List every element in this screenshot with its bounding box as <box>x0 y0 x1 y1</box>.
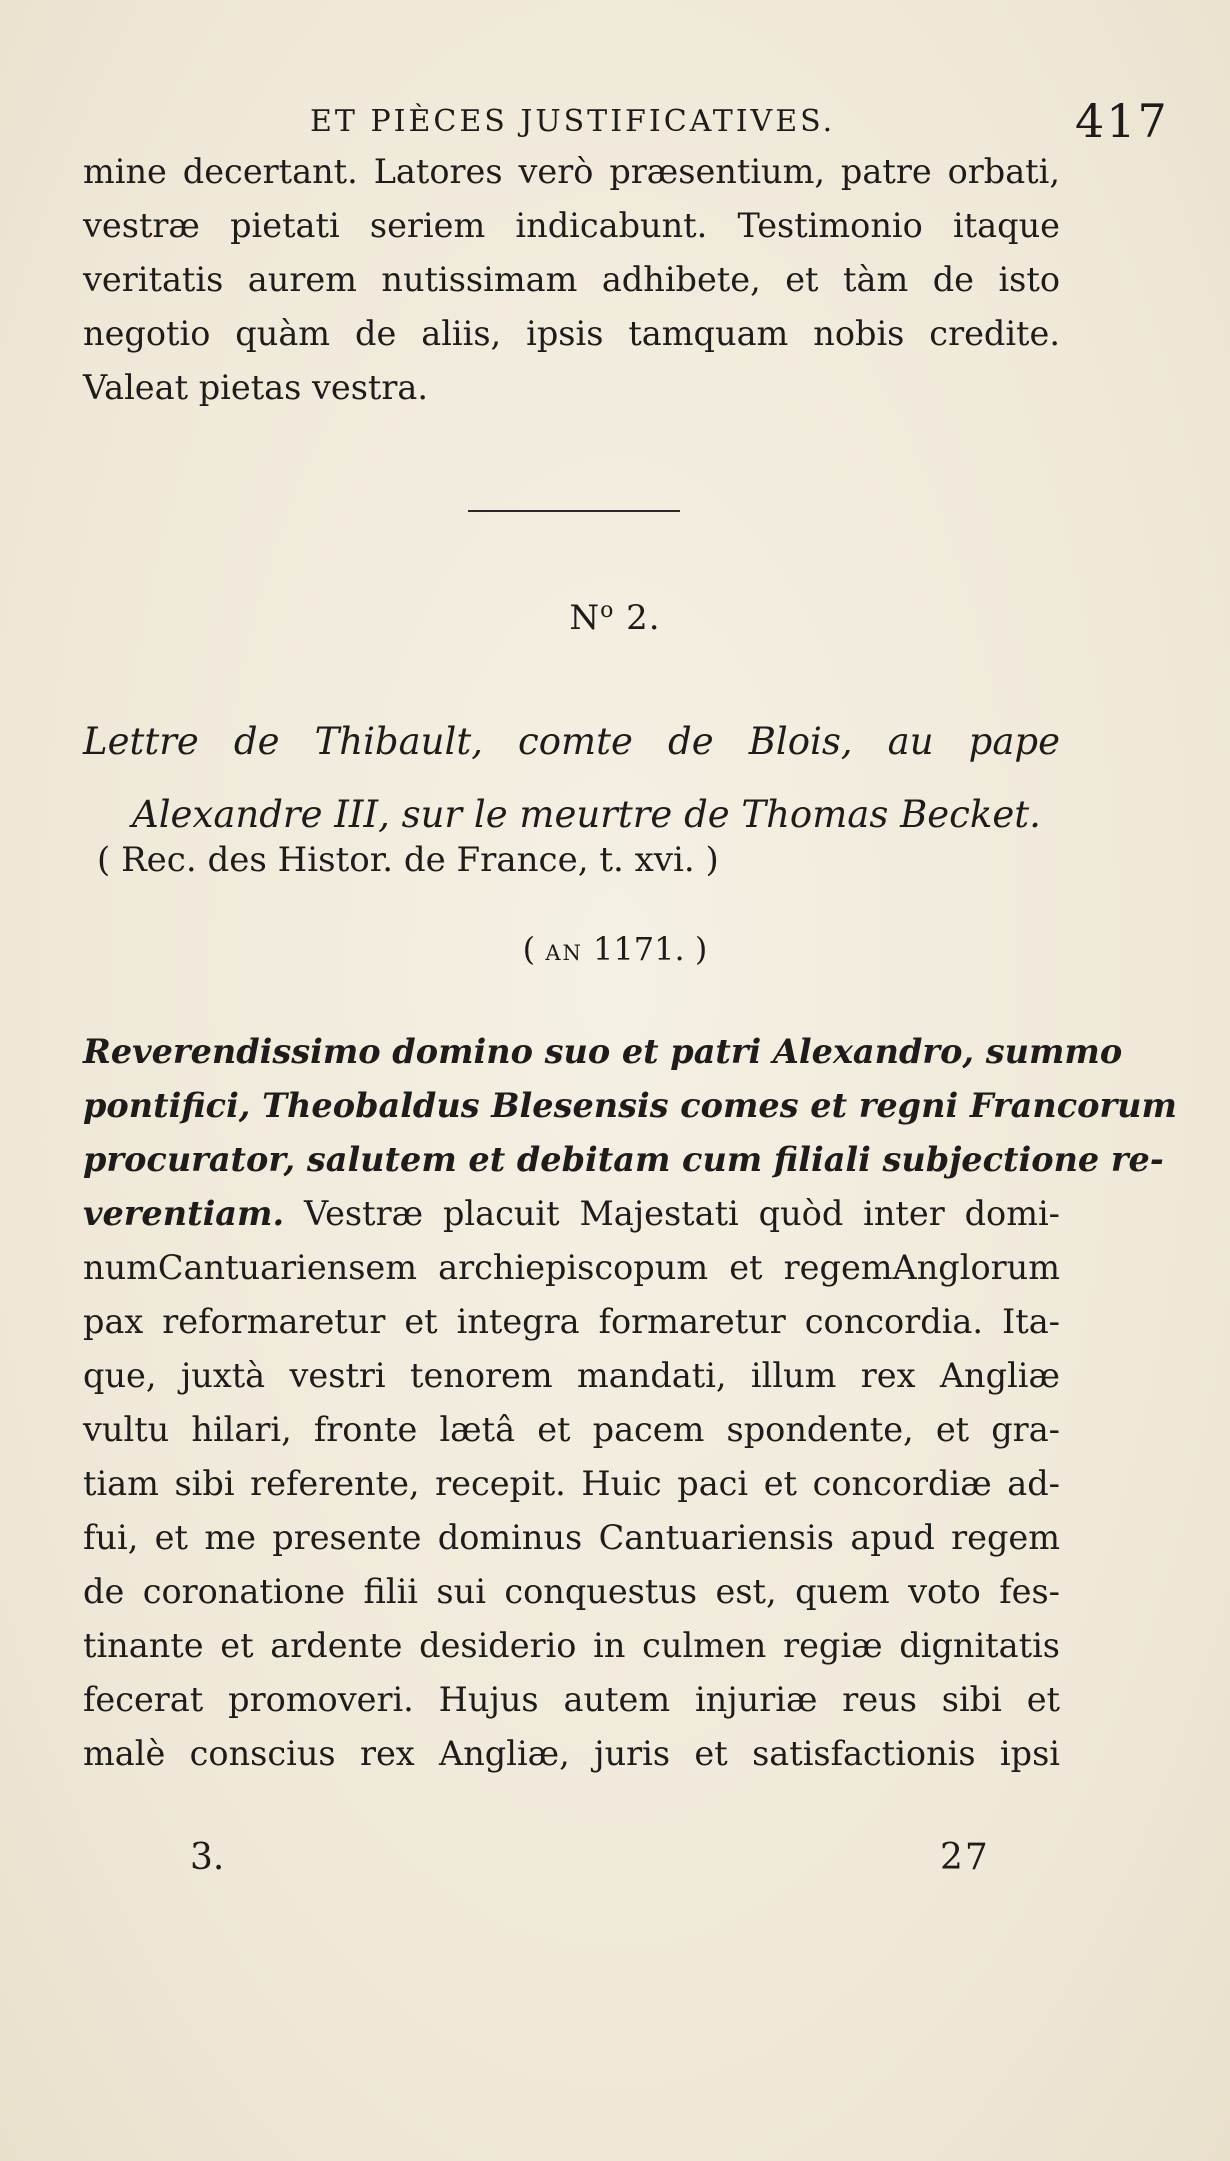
letter-line: malè conscius rex Angliæ, juris et satisfactionis ipsi <box>83 1734 1060 1773</box>
continued-paragraph <box>83 145 1060 415</box>
letter-line: verentiam. Vestræ placuit Majestati quòd inter domi- <box>83 1194 1060 1233</box>
text-line: negotio quàm de aliis, ipsis tamquam nobis credite. <box>83 314 1060 353</box>
letter-line: procurator, salutem et debitam cum filiali subjectione re- <box>83 1140 1164 1179</box>
letter-line: fui, et me presente dominus Cantuariensis apud regem <box>83 1518 1060 1557</box>
running-head: ET PIÈCES JUSTIFICATIVES. <box>310 104 836 139</box>
page-number: 417 <box>1075 94 1169 148</box>
document-title-line-2: Alexandre III, sur le meurtre de Thomas Becket. <box>132 793 1041 836</box>
text-line: Valeat pietas vestra. <box>83 368 429 407</box>
date-an: AN <box>545 941 583 965</box>
text-line: mine decertant. Latores verò præsentium, patre orbati, <box>83 152 1060 191</box>
number-value: 2. <box>626 598 661 638</box>
section-divider <box>468 510 680 512</box>
letter-line: que, juxtà vestri tenorem mandati, illum rex Angliæ <box>83 1356 1060 1395</box>
letter-line: tinante et ardente desiderio in culmen regiæ dignitatis <box>83 1626 1060 1665</box>
sheet-signature: 27 <box>940 1837 990 1878</box>
letter-line: fecerat promoveri. Hujus autem injuriæ reus sibi et <box>83 1680 1060 1719</box>
date-year: 1171. <box>593 930 685 968</box>
letter-line: vultu hilari, fronte lætâ et pacem spondente, et gra- <box>83 1410 1060 1449</box>
number-superscript: o <box>600 598 615 623</box>
document-source: ( Rec. des Histor. de France, t. xvi. ) <box>97 840 719 880</box>
letter-line: Reverendissimo domino suo et patri Alexandro, summo <box>83 1032 1123 1071</box>
text-line: veritatis aurem nutissimam adhibete, et tàm de isto <box>83 260 1060 299</box>
text-line: vestræ pietati seriem indicabunt. Testimonio itaque <box>83 206 1060 245</box>
document-number <box>0 598 1230 638</box>
letter-line: numCantuariensem archiepiscopum et regemAnglorum <box>83 1248 1060 1287</box>
letter-line: tiam sibi referente, recepit. Huic paci et concordiæ ad- <box>83 1464 1060 1503</box>
document-date <box>0 930 1230 968</box>
letter-body <box>83 1025 1177 1781</box>
volume-signature: 3. <box>190 1837 225 1878</box>
letter-line: pontifici, Theobaldus Blesensis comes et regni Francorum <box>83 1086 1177 1125</box>
letter-line: de coronatione filii sui conquestus est, quem voto fes- <box>83 1572 1060 1611</box>
date-close-paren: ) <box>694 930 708 968</box>
date-open-paren: ( <box>522 930 536 968</box>
letter-line: pax reformaretur et integra formaretur concordia. Ita- <box>83 1302 1060 1341</box>
number-label: N <box>569 598 601 638</box>
document-title-line-1: Lettre de Thibault, comte de Blois, au pape <box>83 720 1060 763</box>
